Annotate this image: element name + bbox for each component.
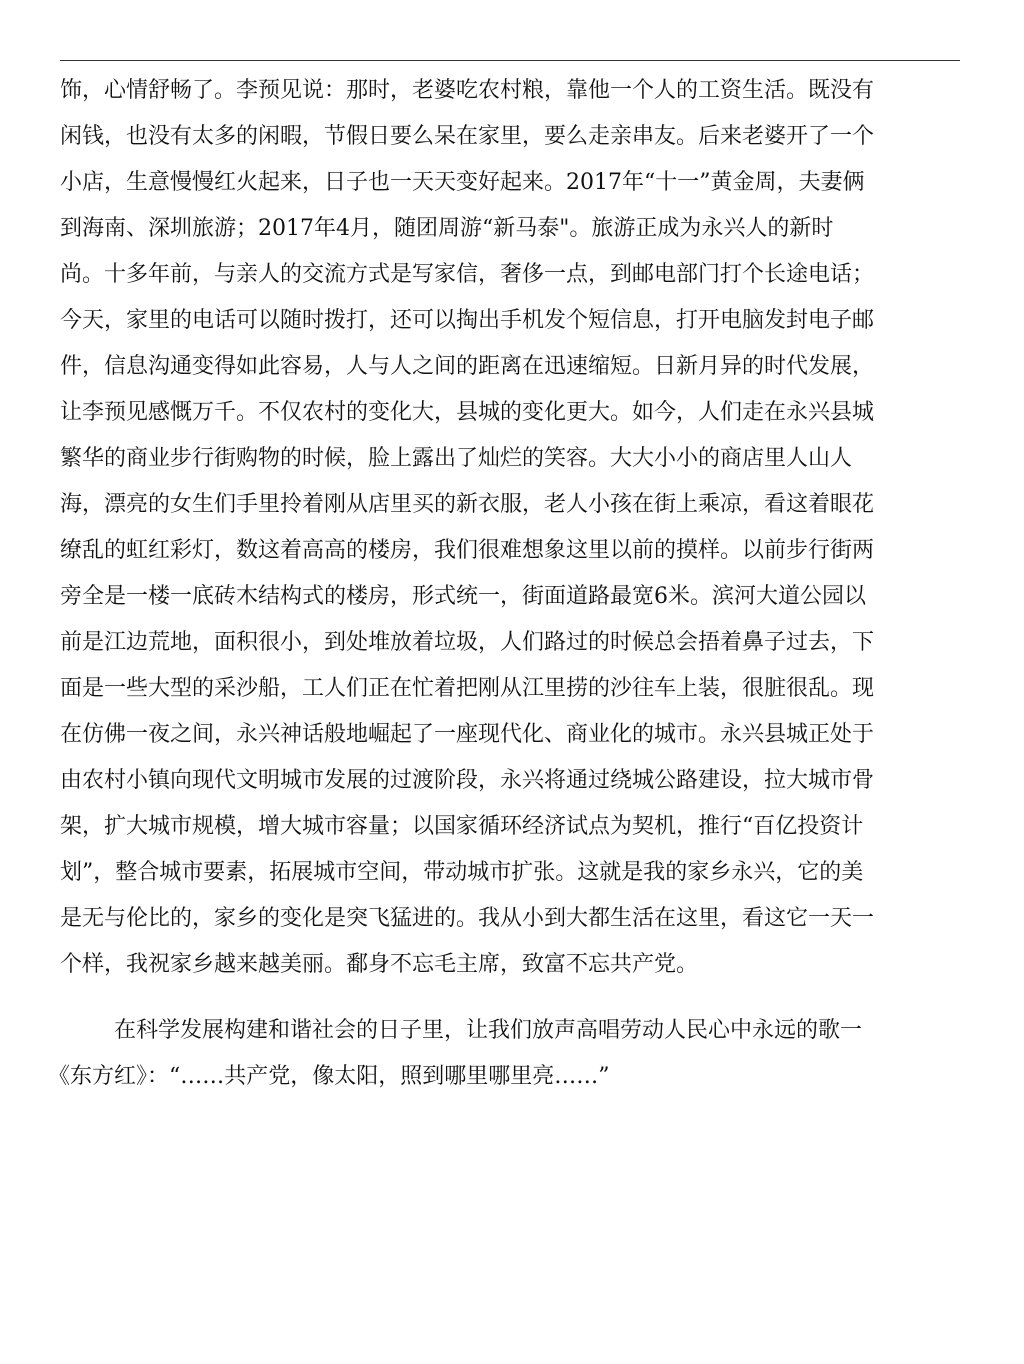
text-line: 个样，我祝家乡越来越美丽。鄱身不忘毛主席，致富不忘共产党。 bbox=[60, 952, 699, 977]
text-line: 件，信息沟通变得如此容易，人与人之间的距离在迅速缩短。日新月异的时代发展， bbox=[60, 354, 875, 379]
text-line: 海，漂亮的女生们手里拎着刚从店里买的新衣服，老人小孩在街上乘凉，看这着眼花 bbox=[60, 492, 875, 517]
text-line: 面是一些大型的采沙船，工人们正在忙着把刚从江里捞的沙往车上装，很脏很乱。现 bbox=[60, 676, 875, 701]
text-line: 前是江边荒地，面积很小，到处堆放着垃圾，人们路过的时候总会捂着鼻子过去，下 bbox=[60, 630, 875, 655]
paragraph-spacer bbox=[60, 988, 940, 1008]
text-line: 闲钱，也没有太多的闲暇，节假日要么呆在家里，要么走亲串友。后来老婆开了一个 bbox=[60, 124, 875, 149]
text-line: 尚。十多年前，与亲人的交流方式是写家信，奢侈一点，到邮电部门打个长途电话； bbox=[60, 262, 875, 287]
text-line: 缭乱的虹红彩灯，数这着高高的楼房，我们很难想象这里以前的摸样。以前步行街两 bbox=[60, 538, 875, 563]
text-line: 《东方红》：“……共产党，像太阳，照到哪里哪里亮……” bbox=[48, 1064, 610, 1089]
text-line: 旁全是一楼一底砖木结构式的楼房，形式统一，街面道路最宽6米。滨河大道公园以 bbox=[60, 584, 866, 609]
text-line: 今天，家里的电话可以随时拨打，还可以掏出手机发个短信息，打开电脑发封电子邮 bbox=[60, 308, 875, 333]
text-line: 由农村小镇向现代文明城市发展的过渡阶段，永兴将通过绕城公路建设，拉大城市骨 bbox=[60, 768, 875, 793]
text-line: 架，扩大城市规模，增大城市容量；以国家循环经济试点为契机，推行“百亿投资计 bbox=[60, 814, 864, 839]
text-line: 划”，整合城市要素，拓展城市空间，带动城市扩张。这就是我的家乡永兴，它的美 bbox=[60, 860, 864, 885]
document-body bbox=[48, 68, 940, 1100]
paragraph-2 bbox=[48, 1008, 940, 1100]
paragraph-1 bbox=[60, 68, 940, 988]
text-line: 在仿佛一夜之间，永兴神话般地崛起了一座现代化、商业化的城市。永兴县城正处于 bbox=[60, 722, 875, 747]
text-line: 在科学发展构建和谐社会的日子里，让我们放声高唱劳动人民心中永远的歌一 bbox=[114, 1018, 863, 1043]
text-line: 饰，心情舒畅了。李预见说：那时，老婆吃农村粮，靠他一个人的工资生活。既没有 bbox=[60, 78, 875, 103]
header-rule bbox=[60, 60, 960, 61]
text-line: 繁华的商业步行街购物的时候，脸上露出了灿烂的笑容。大大小小的商店里人山人 bbox=[60, 446, 853, 471]
text-line: 小店，生意慢慢红火起来，日子也一天天变好起来。2017年“十一”黄金周，夫妻俩 bbox=[60, 170, 865, 195]
text-line: 到海南、深圳旅游；2017年4月，随团周游“新马泰"。旅游正成为永兴人的新时 bbox=[60, 216, 834, 241]
text-line: 是无与伦比的，家乡的变化是突飞猛进的。我从小到大都生活在这里，看这它一天一 bbox=[60, 906, 875, 931]
text-line: 让李预见感慨万千。不仅农村的变化大，县城的变化更大。如今，人们走在永兴县城 bbox=[60, 400, 875, 425]
